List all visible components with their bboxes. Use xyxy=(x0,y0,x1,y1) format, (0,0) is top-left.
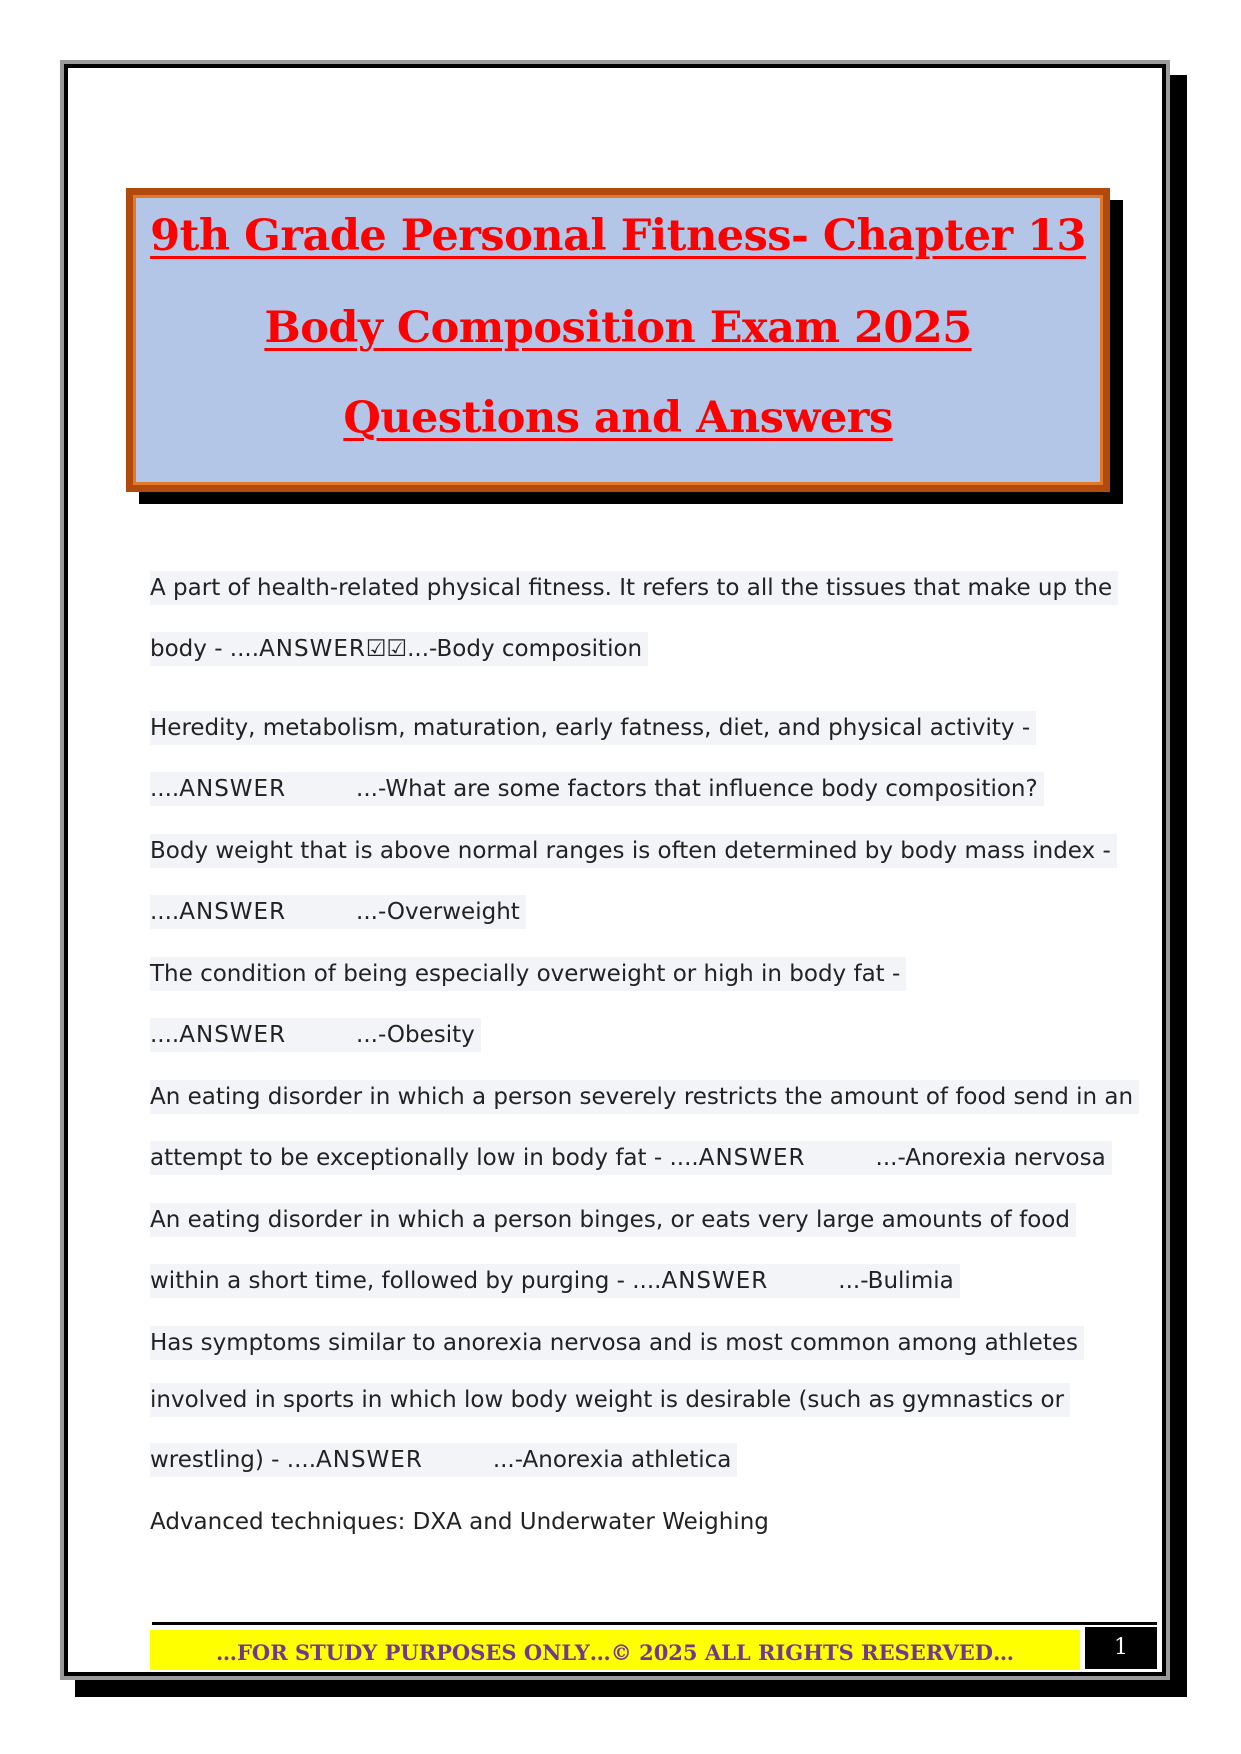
page-number: 1 xyxy=(1085,1627,1157,1669)
answer-label: ANSWER xyxy=(179,776,287,802)
title-line-1: 9th Grade Personal Fitness- Chapter 13 xyxy=(150,211,1086,261)
qa-line-14: involved in sports in which low body weight is desirable (such as gymnastics or xyxy=(150,1383,1070,1417)
qa-line-5: Body weight that is above normal ranges is often determined by body mass index - xyxy=(150,834,1117,868)
check-marks: ☑☑ xyxy=(365,636,408,662)
footer-rule xyxy=(152,1622,1157,1625)
qa-line-7: The condition of being especially overweight or high in body fat - xyxy=(150,957,906,991)
qa-line-6: ....ANSWER ...-Overweight xyxy=(150,895,526,929)
answer-label: ANSWER xyxy=(698,1145,806,1171)
answer-label: ANSWER xyxy=(179,899,287,925)
title-line-3: Questions and Answers xyxy=(343,393,893,443)
qa-line-11: An eating disorder in which a person binges, or eats very large amounts of food xyxy=(150,1203,1076,1237)
qa-line-1: A part of health-related physical fitness. It refers to all the tissues that make up the xyxy=(150,571,1118,605)
qa-line-8: ....ANSWER ...-Obesity xyxy=(150,1018,481,1052)
qa-line-4: ....ANSWER ...-What are some factors that influence body composition? xyxy=(150,772,1044,806)
title-box xyxy=(126,188,1110,492)
qa-line-12: within a short time, followed by purging - ....ANSWER ...-Bulimia xyxy=(150,1264,960,1298)
qa-line-13: Has symptoms similar to anorexia nervosa and is most common among athletes xyxy=(150,1326,1084,1360)
title-line-2: Body Composition Exam 2025 xyxy=(264,303,972,353)
qa-line-9: An eating disorder in which a person severely restricts the amount of food send in an xyxy=(150,1080,1139,1114)
qa-line-15: wrestling) - ....ANSWER ...-Anorexia athletica xyxy=(150,1443,737,1477)
answer-label: ANSWER xyxy=(179,1022,287,1048)
answer-label: ANSWER xyxy=(661,1268,769,1294)
answer-label: ANSWER xyxy=(316,1447,423,1473)
qa-line-16: Advanced techniques: DXA and Underwater Weighing xyxy=(150,1509,769,1535)
answer-label: ANSWER xyxy=(259,636,366,662)
qa-line-10: attempt to be exceptionally low in body fat - ....ANSWER ...-Anorexia nervosa xyxy=(150,1141,1112,1175)
footer-copyright: …FOR STUDY PURPOSES ONLY…© 2025 ALL RIGHTS RESERVED… xyxy=(150,1630,1080,1670)
qa-line-3: Heredity, metabolism, maturation, early fatness, diet, and physical activity - xyxy=(150,711,1036,745)
qa-line-2: body - ....ANSWER☑☑...-Body composition xyxy=(150,632,648,666)
